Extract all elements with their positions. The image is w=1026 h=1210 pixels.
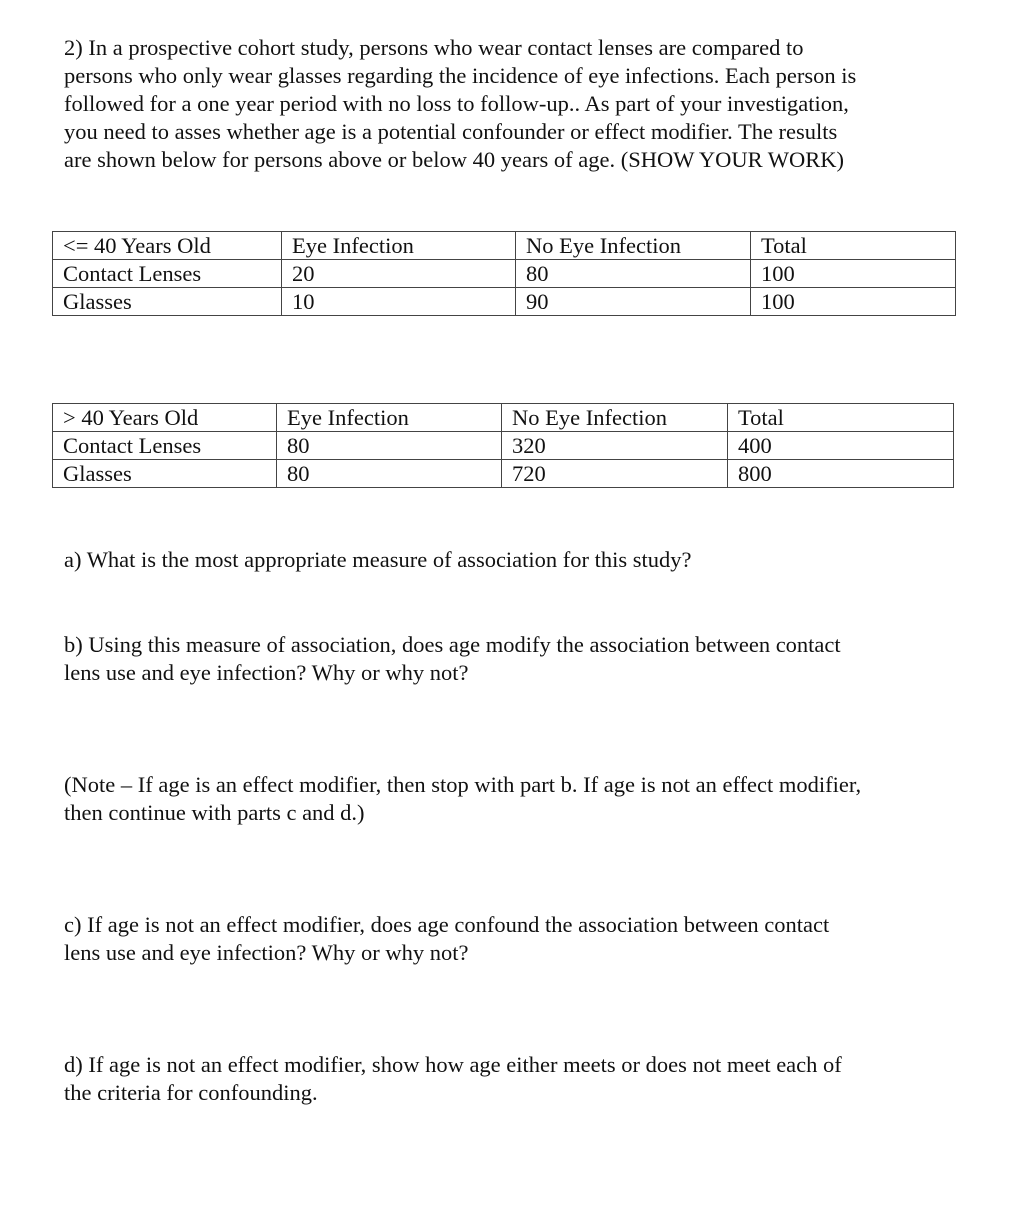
question-line: d) If age is not an effect modifier, show how age either meets or does not meet each of bbox=[64, 1052, 842, 1077]
question-line: lens use and eye infection? Why or why not? bbox=[64, 660, 469, 685]
table-cell: 90 bbox=[516, 288, 751, 316]
table-row bbox=[53, 288, 956, 316]
intro-line: followed for a one year period with no loss to follow-up.. As part of your investigation, bbox=[64, 91, 849, 116]
question-line: lens use and eye infection? Why or why not? bbox=[64, 940, 469, 965]
table-cell: 720 bbox=[502, 460, 728, 488]
question-a bbox=[64, 546, 692, 574]
table-cell: No Eye Infection bbox=[502, 404, 728, 432]
note-line: (Note – If age is an effect modifier, then stop with part b. If age is not an effect modifier, bbox=[64, 772, 862, 797]
table-cell: 400 bbox=[728, 432, 954, 460]
question-line: the criteria for confounding. bbox=[64, 1080, 318, 1105]
question-b bbox=[64, 631, 841, 687]
table-cell: > 40 Years Old bbox=[53, 404, 277, 432]
table-age-over-40 bbox=[52, 403, 954, 488]
table-header-row bbox=[53, 232, 956, 260]
table-cell: 320 bbox=[502, 432, 728, 460]
table-cell: 80 bbox=[277, 432, 502, 460]
table-cell: Eye Infection bbox=[277, 404, 502, 432]
question-line: a) What is the most appropriate measure of association for this study? bbox=[64, 547, 692, 572]
table-cell: 100 bbox=[751, 260, 956, 288]
table-header-row bbox=[53, 404, 954, 432]
table-cell: 80 bbox=[516, 260, 751, 288]
table-row bbox=[53, 432, 954, 460]
table-row bbox=[53, 260, 956, 288]
note-paragraph bbox=[64, 771, 861, 827]
table-cell: Total bbox=[728, 404, 954, 432]
table-cell: No Eye Infection bbox=[516, 232, 751, 260]
question-c bbox=[64, 911, 829, 967]
note-line: then continue with parts c and d.) bbox=[64, 800, 365, 825]
question-d bbox=[64, 1051, 842, 1107]
intro-line: persons who only wear glasses regarding the incidence of eye infections. Each person is bbox=[64, 63, 857, 88]
intro-paragraph bbox=[64, 34, 856, 174]
table-cell: 10 bbox=[282, 288, 516, 316]
table-cell: Glasses bbox=[53, 460, 277, 488]
table-cell: Glasses bbox=[53, 288, 282, 316]
intro-line: are shown below for persons above or below 40 years of age. (SHOW YOUR WORK) bbox=[64, 147, 845, 172]
table-cell: 100 bbox=[751, 288, 956, 316]
table-cell: Contact Lenses bbox=[53, 432, 277, 460]
table-age-40-or-under bbox=[52, 231, 956, 316]
table-cell: Total bbox=[751, 232, 956, 260]
table-cell: Contact Lenses bbox=[53, 260, 282, 288]
question-line: b) Using this measure of association, does age modify the association between contact bbox=[64, 632, 841, 657]
table-cell: Eye Infection bbox=[282, 232, 516, 260]
table-cell: 80 bbox=[277, 460, 502, 488]
table-cell: 800 bbox=[728, 460, 954, 488]
table-row bbox=[53, 460, 954, 488]
question-line: c) If age is not an effect modifier, does age confound the association between contact bbox=[64, 912, 830, 937]
intro-line: you need to asses whether age is a potential confounder or effect modifier. The results bbox=[64, 119, 838, 144]
table-cell: 20 bbox=[282, 260, 516, 288]
intro-line: 2) In a prospective cohort study, persons who wear contact lenses are compared to bbox=[64, 35, 804, 60]
table-cell: <= 40 Years Old bbox=[53, 232, 282, 260]
